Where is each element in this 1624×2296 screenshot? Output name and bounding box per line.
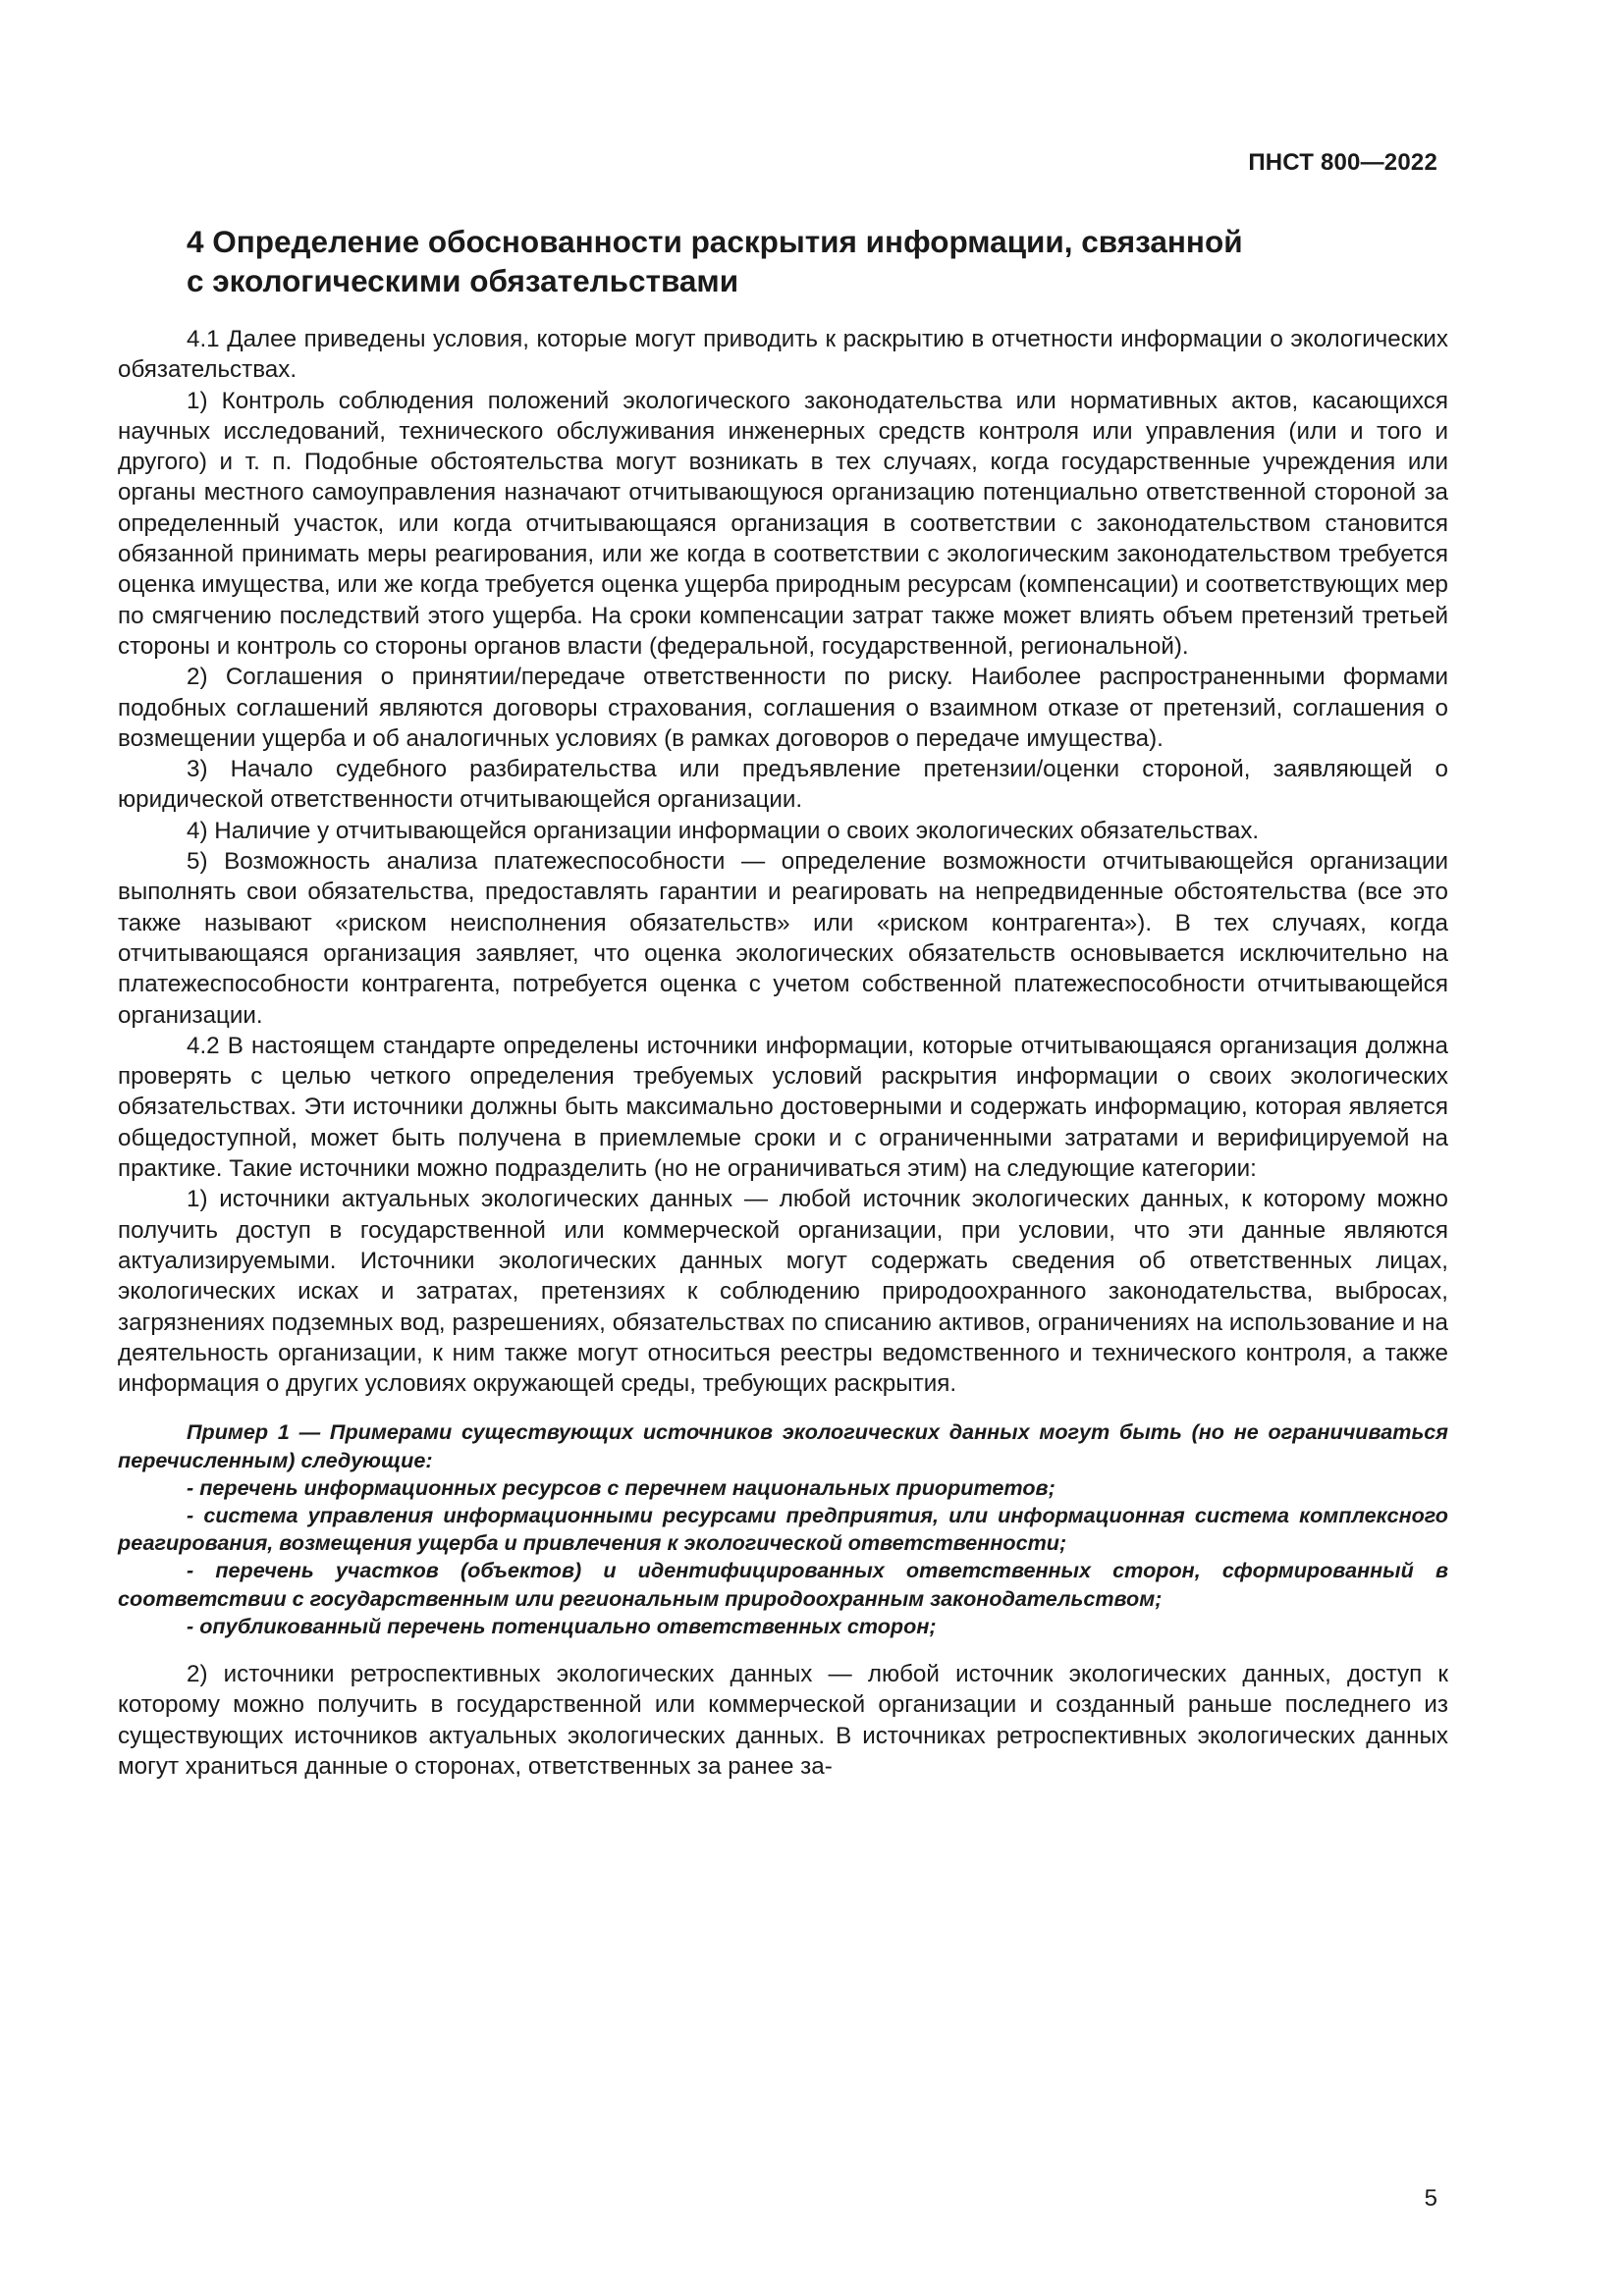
paragraph-4-2: 4.2 В настоящем стандарте определены источники информации, которые отчитывающаяся организация должна проверять с целью четкого определения требуемых условий раскрытия информации о своих экологических обязательствах. Эти источники должны быть максимально достоверными и содержать информацию, которая является общедоступной, может быть получена в приемлемые сроки и с ограниченными затратами и верифицируемой на практике. Такие источники можно подразделить (но не ограничиваться этим) на следующие категории: (118, 1032, 1448, 1183)
example-1-item: - опубликованный перечень потенциально ответственных сторон; (187, 1613, 937, 1638)
section-heading-line-1: 4 Определение обоснованности раскрытия информации, связанной (187, 224, 1243, 259)
section-heading-line-2: с экологическими обязательствами (187, 263, 739, 298)
example-1-item: - перечень участков (объектов) и идентифицированных ответственных сторон, сформированный в соответствии с государственным или региональным природоохранным законодательством; (118, 1558, 1448, 1611)
paragraph-4-1: 4.1 Далее приведены условия, которые могут приводить к раскрытию в отчетности информации о экологических обязательствах. (118, 326, 1448, 384)
body-text (118, 324, 1448, 1782)
example-1-block (118, 1418, 1448, 1640)
paragraph-condition-5: 5) Возможность анализа платежеспособности — определение возможности отчитывающейся организации выполнять свои обязательства, предоставлять гарантии и реагировать на непредвиденные обстоятельства (все это также называют «риском неисполнения обязательств» или «риском контрагента»). В тех случаях, когда отчитывающаяся организация заявляет, что оценка экологических обязательств основывается исключительно на платежеспособности контрагента, потребуется оценка с учетом собственной платежеспособности отчитывающейся организации. (118, 848, 1448, 1029)
paragraph-condition-4: 4) Наличие у отчитывающейся организации информации о своих экологических обязательствах. (187, 817, 1260, 844)
section-heading (187, 222, 1345, 300)
paragraph-condition-1: 1) Контроль соблюдения положений экологического законодательства или нормативных актов, касающихся научных исследований, технического обслуживания инженерных средств контроля или управления (или и того и другого) и т. п. Подобные обстоятельства могут возникать в тех случаях, когда государственные учреждения или органы местного самоуправления назначают отчитывающуюся организацию потенциально ответственной стороной за определенный участок, или когда отчитывающаяся организация в соответствии с законодательством становится обязанной принимать меры реагирования, или же когда в соответствии с экологическим законодательством требуется оценка имущества, или же когда требуется оценка ущерба природным ресурсам (компенсации) и соответствующих мер по смягчению последствий этого ущерба. На сроки компенсации затрат также может влиять объем претензий третьей стороны и контроль со стороны органов власти (федеральной, государственной, региональной). (118, 387, 1448, 660)
document-code: ПНСТ 800—2022 (1248, 149, 1437, 176)
page-number: 5 (1424, 2185, 1437, 2212)
paragraph-condition-3: 3) Начало судебного разбирательства или предъявление претензии/оценки стороной, заявляющей о юридической ответственности отчитывающейся организации. (118, 756, 1448, 814)
example-1-item: - система управления информационными ресурсами предприятия, или информационная система комплексного реагирования, возмещения ущерба и привлечения к экологической ответственности; (118, 1503, 1448, 1556)
paragraph-source-2: 2) источники ретроспективных экологических данных — любой источник экологических данных, доступ к которому можно получить в государственной или коммерческой организации и созданный раньше последнего из существующих источников актуальных экологических данных. В источниках ретроспективных экологических данных могут храниться данные о сторонах, ответственных за ранее за- (118, 1661, 1448, 1780)
example-1-item: - перечень информационных ресурсов с перечнем национальных приоритетов; (187, 1474, 1056, 1500)
example-1-intro: Пример 1 — Примерами существующих источников экологических данных могут быть (но не ограничиваться перечисленным) следующие: (118, 1419, 1448, 1472)
paragraph-condition-2: 2) Соглашения о принятии/передаче ответственности по риску. Наиболее распространенными формами подобных соглашений являются договоры страхования, соглашения о взаимном отказе от претензий, соглашения о возмещении ущерба и об аналогичных условиях (в рамках договоров о передаче имущества). (118, 664, 1448, 752)
paragraph-source-1: 1) источники актуальных экологических данных — любой источник экологических данных, к которому можно получить доступ в государственной или коммерческой организации, при условии, что эти данные являются актуализируемыми. Источники экологических данных могут содержать сведения об ответственных лицах, экологических исках и затратах, претензиях к соблюдению природоохранного законодательства, выбросах, загрязнениях подземных вод, разрешениях, обязательствах по списанию активов, ограничениях на использование и на деятельность организации, к ним также могут относиться реестры ведомственного и технического контроля, а также информация о других условиях окружающей среды, требующих раскрытия. (118, 1186, 1448, 1398)
